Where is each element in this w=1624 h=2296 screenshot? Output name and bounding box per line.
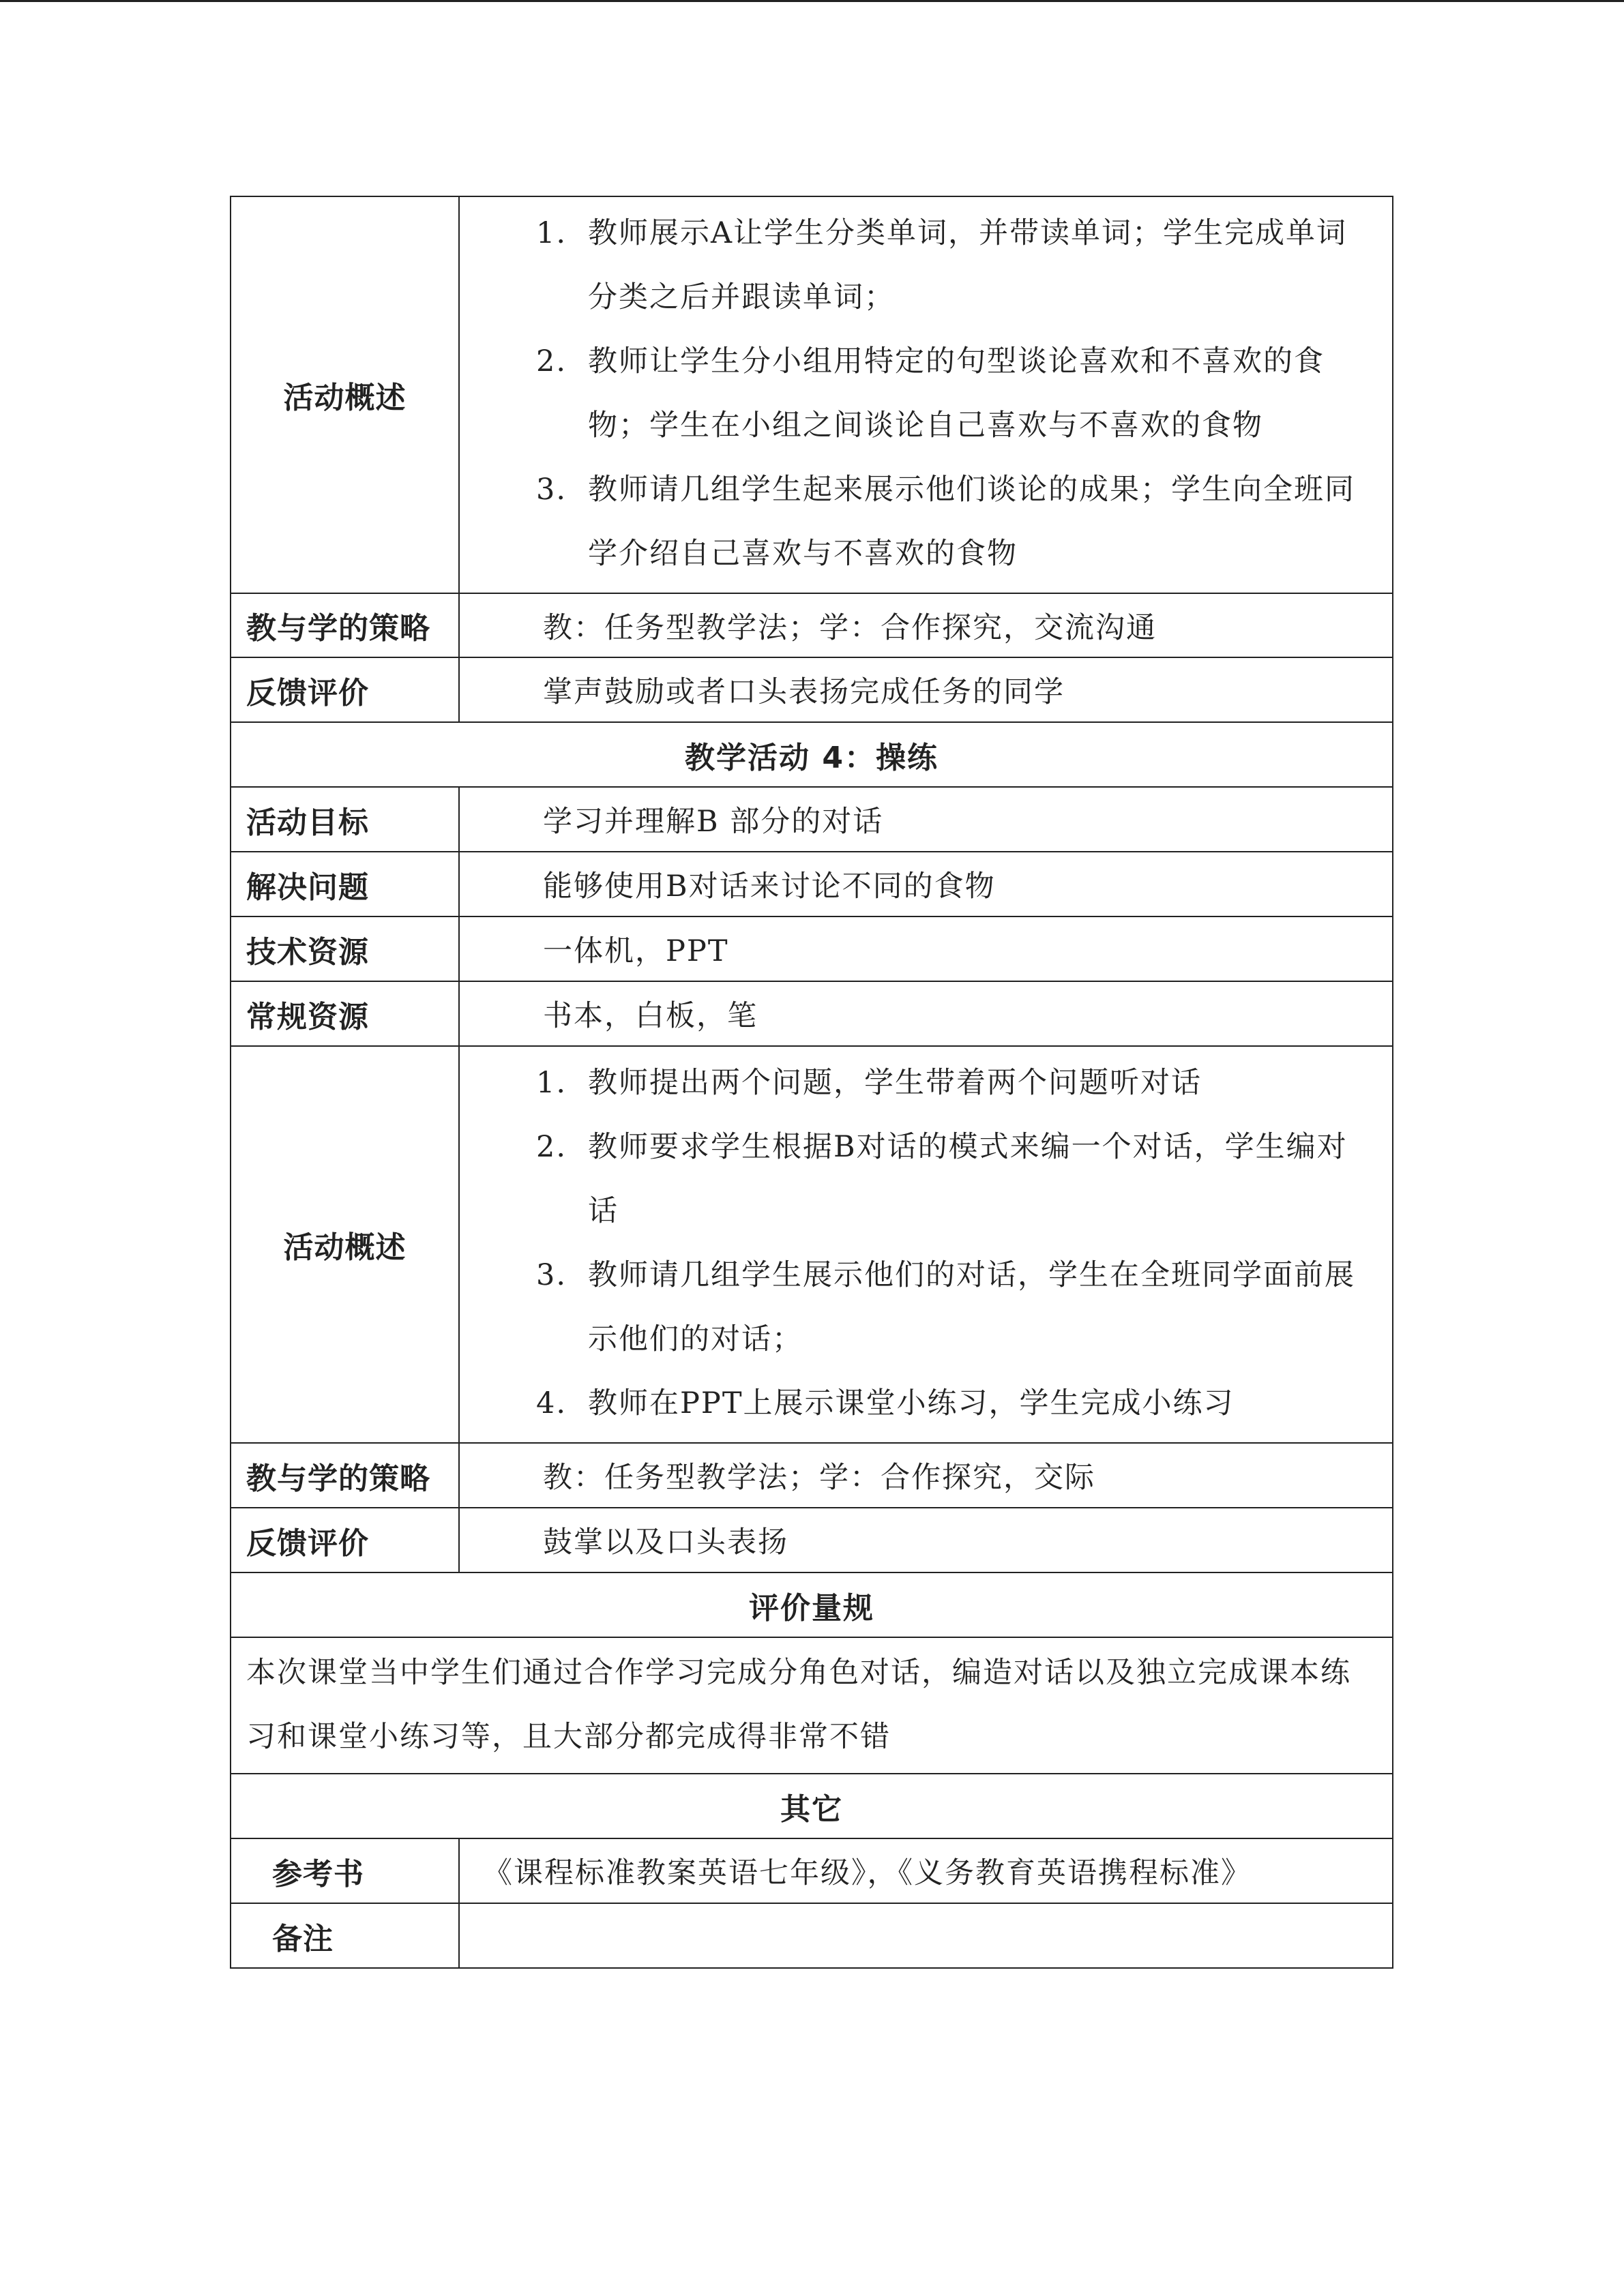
regular-label: 常规资源 <box>231 981 459 1046</box>
tech-value: 一体机，PPT <box>459 916 1393 981</box>
feedback-label: 反馈评价 <box>231 1508 459 1572</box>
strategy-label: 教与学的策略 <box>231 1443 459 1508</box>
step-number: 1. <box>536 216 567 250</box>
step-number: 2. <box>536 1130 567 1164</box>
list-item <box>536 201 1376 329</box>
step-text: 教师要求学生根据B对话的模式来编一个对话，学生编对话 <box>588 1130 1348 1228</box>
goal-value: 学习并理解B 部分的对话 <box>459 787 1393 852</box>
rubric-text: 本次课堂当中学生们通过合作学习完成分角色对话，编造对话以及独立完成课本练习和课堂小练习等，且大部分都完成得非常不错 <box>231 1637 1393 1774</box>
list-item <box>536 1371 1376 1435</box>
strategy-value: 教：任务型教学法；学：合作探究，交际 <box>459 1443 1393 1508</box>
feedback-value: 鼓掌以及口头表扬 <box>459 1508 1393 1572</box>
step-text: 教师请几组学生展示他们的对话，学生在全班同学面前展示他们的对话； <box>588 1258 1355 1356</box>
reference-value: 《课程标准教案英语七年级》，《义务教育英语携程标准》 <box>459 1838 1393 1903</box>
rubric-header: 评价量规 <box>231 1572 1393 1637</box>
strategy-row-2 <box>231 1443 1393 1508</box>
overview-label: 活动概述 <box>231 1046 459 1443</box>
regular-value: 书本，白板，笔 <box>459 981 1393 1046</box>
rubric-header-row <box>231 1572 1393 1637</box>
notes-value <box>459 1903 1393 1968</box>
problem-row <box>231 852 1393 916</box>
tech-label: 技术资源 <box>231 916 459 981</box>
problem-label: 解决问题 <box>231 852 459 916</box>
overview-content <box>459 196 1393 593</box>
overview-steps <box>460 197 1392 593</box>
overview-row-1 <box>231 196 1393 593</box>
strategy-row-1 <box>231 593 1393 657</box>
list-item <box>536 1115 1376 1243</box>
regular-row <box>231 981 1393 1046</box>
feedback-row-2 <box>231 1508 1393 1572</box>
step-number: 3. <box>536 473 567 507</box>
list-item <box>536 1243 1376 1371</box>
overview-row-2 <box>231 1046 1393 1443</box>
list-item <box>536 458 1376 586</box>
strategy-value: 教：任务型教学法；学：合作探究，交流沟通 <box>459 593 1393 657</box>
step-text: 教师请几组学生起来展示他们谈论的成果；学生向全班同学介绍自己喜欢与不喜欢的食物 <box>588 473 1355 571</box>
step-text: 教师在PPT上展示课堂小练习，学生完成小练习 <box>588 1386 1235 1420</box>
reference-label: 参考书 <box>231 1838 459 1903</box>
list-item <box>536 329 1376 458</box>
strategy-label: 教与学的策略 <box>231 593 459 657</box>
other-header-row <box>231 1774 1393 1838</box>
rubric-text-row <box>231 1637 1393 1774</box>
reference-row <box>231 1838 1393 1903</box>
feedback-value: 掌声鼓励或者口头表扬完成任务的同学 <box>459 657 1393 722</box>
step-number: 3. <box>536 1258 567 1292</box>
step-number: 4. <box>536 1386 567 1420</box>
notes-label: 备注 <box>231 1903 459 1968</box>
overview-label: 活动概述 <box>231 196 459 593</box>
step-text: 教师展示A让学生分类单词，并带读单词；学生完成单词分类之后并跟读单词； <box>588 216 1348 314</box>
step-text: 教师让学生分小组用特定的句型谈论喜欢和不喜欢的食物；学生在小组之间谈论自己喜欢与不喜欢的食物 <box>588 344 1325 443</box>
notes-row <box>231 1903 1393 1968</box>
step-number: 1. <box>536 1066 567 1100</box>
goal-label: 活动目标 <box>231 787 459 852</box>
goal-row <box>231 787 1393 852</box>
list-item <box>536 1051 1376 1115</box>
lesson-plan-table <box>230 196 1393 1969</box>
feedback-label: 反馈评价 <box>231 657 459 722</box>
overview-steps <box>460 1047 1392 1442</box>
activity4-header-row <box>231 722 1393 787</box>
tech-row <box>231 916 1393 981</box>
problem-value: 能够使用B对话来讨论不同的食物 <box>459 852 1393 916</box>
activity4-header: 教学活动 4：操练 <box>231 722 1393 787</box>
top-border-line <box>0 0 1624 2</box>
other-header: 其它 <box>231 1774 1393 1838</box>
step-text: 教师提出两个问题，学生带着两个问题听对话 <box>588 1066 1202 1100</box>
overview-content <box>459 1046 1393 1443</box>
step-number: 2. <box>536 344 567 378</box>
feedback-row-1 <box>231 657 1393 722</box>
